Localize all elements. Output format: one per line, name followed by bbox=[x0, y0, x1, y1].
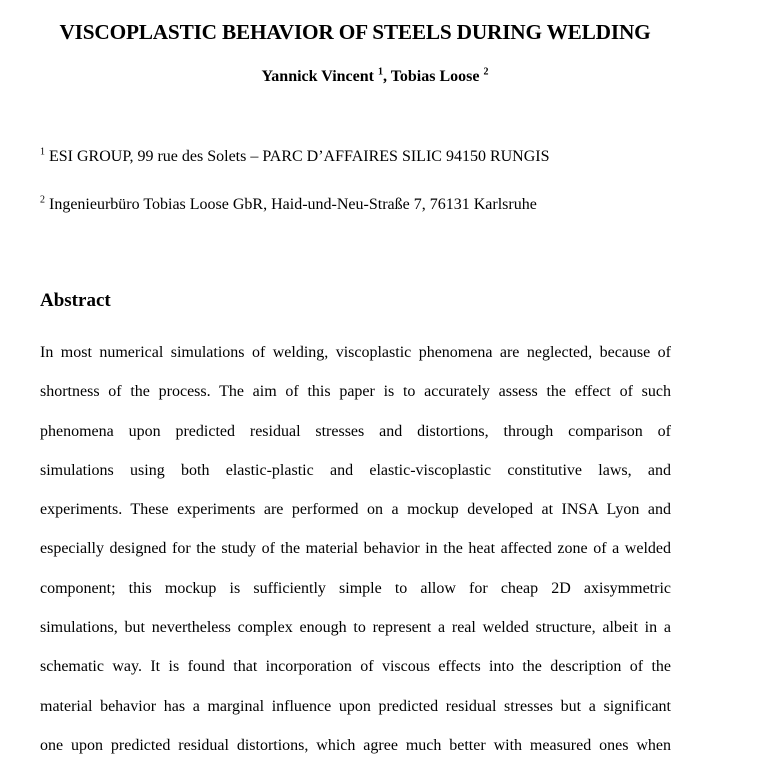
author-affil-mark: 2 bbox=[483, 66, 489, 78]
author-line bbox=[40, 68, 710, 86]
abstract-line: especially designed for the study of the material behavior in the heat affected zone of a welded bbox=[40, 540, 671, 558]
affiliation-text: ESI GROUP, 99 rue des Solets – PARC D’AFFAIRES SILIC 94150 RUNGIS bbox=[49, 148, 550, 165]
abstract-heading: Abstract bbox=[40, 290, 111, 311]
abstract-line: experiments. These experiments are performed on a mockup developed at INSA Lyon and bbox=[40, 501, 671, 519]
abstract-line: component; this mockup is sufficiently simple to allow for cheap 2D axisymmetric bbox=[40, 579, 671, 597]
affiliation-text: Ingenieurbüro Tobias Loose GbR, Haid-und-Neu-Straße 7, 76131 Karlsruhe bbox=[49, 196, 537, 213]
abstract-line: one upon predicted residual distortions, which agree much better with measured ones when bbox=[40, 736, 671, 754]
abstract-line: material behavior has a marginal influence upon predicted residual stresses but a significant bbox=[40, 697, 671, 715]
abstract-line: simulations using both elastic-plastic and elastic-viscoplastic constitutive laws, and bbox=[40, 461, 671, 479]
abstract-body bbox=[40, 343, 671, 775]
author-separator: , bbox=[382, 68, 391, 85]
abstract-line: shortness of the process. The aim of this paper is to accurately assess the effect of such bbox=[40, 383, 671, 401]
affiliation-mark: 1 bbox=[40, 146, 45, 158]
affiliation-2 bbox=[40, 196, 537, 214]
affiliation-1 bbox=[40, 148, 550, 166]
affiliation-mark: 2 bbox=[40, 194, 45, 206]
author-name: Yannick Vincent bbox=[261, 68, 374, 85]
abstract-line: In most numerical simulations of welding, viscoplastic phenomena are neglected, because of bbox=[40, 344, 671, 361]
author-affil-mark: 1 bbox=[377, 66, 383, 78]
abstract-line: phenomena upon predicted residual stresses and distortions, through comparison of bbox=[40, 422, 671, 440]
paper-title: VISCOPLASTIC BEHAVIOR OF STEELS DURING WELDING bbox=[59, 20, 651, 44]
abstract-line: simulations, but nevertheless complex enough to represent a real welded structure, albeit in a bbox=[40, 619, 671, 637]
abstract-line: schematic way. It is found that incorporation of viscous effects into the description of the bbox=[40, 658, 671, 676]
author-name: Tobias Loose bbox=[390, 68, 480, 85]
